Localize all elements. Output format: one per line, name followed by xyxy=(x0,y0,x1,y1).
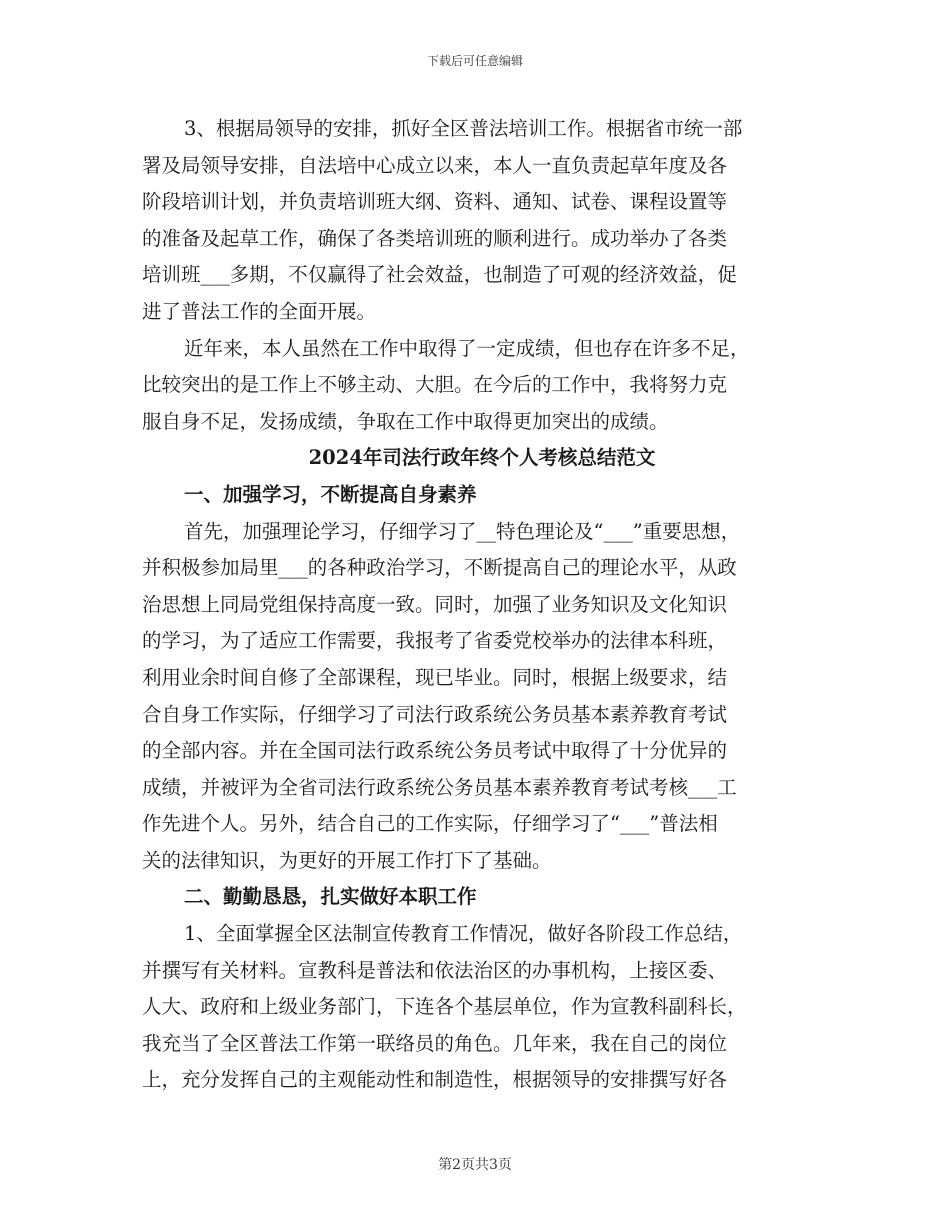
paragraph-line: 的全部内容。并在全国司法行政系统公务员考试中取得了十分优异的 xyxy=(142,739,728,763)
paragraph-study xyxy=(142,514,822,880)
paragraph-line: 首先，加强理论学习，仔细学习了__特色理论及“___”重要思想， xyxy=(184,519,741,543)
paragraph-line: 人大、政府和上级业务部门，下连各个基层单位，作为宣教科副科长， xyxy=(142,995,747,1019)
paragraph-line: 并积极参加局里___的各种政治学习，不断提高自己的理论水平，从政 xyxy=(142,556,737,580)
paragraph-line: 1、全面掌握全区法制宣传教育工作情况，做好各阶段工作总结， xyxy=(184,922,743,946)
document-body xyxy=(142,111,822,1099)
paragraph-line: 比较突出的是工作上不够主动、大胆。在今后的工作中，我将努力克 xyxy=(142,373,728,397)
paragraph-line: 成绩，并被评为全省司法行政系统公务员基本素养教育考试考核___工 xyxy=(142,775,737,799)
document-title: 2024年司法行政年终个人考核总结范文 xyxy=(308,446,656,470)
paragraph-line: 作先进个人。另外，结合自己的工作实际，仔细学习了“___”普法相 xyxy=(142,812,718,836)
page-header: 下载后可任意编辑 xyxy=(426,54,523,68)
paragraph-line: 并撰写有关材料。宣教科是普法和依法治区的办事机构，上接区委、 xyxy=(142,958,728,982)
paragraph-line: 培训班___多期，不仅赢得了社会效益，也制造了可观的经济效益，促 xyxy=(142,263,737,287)
paragraph-line: 近年来，本人虽然在工作中取得了一定成绩，但也存在许多不足， xyxy=(184,336,750,360)
paragraph-training xyxy=(142,111,822,331)
section-heading-work: 二、勤勤恳恳，扎实做好本职工作 xyxy=(184,885,477,909)
section-heading-study: 一、加强学习，不断提高自身素养 xyxy=(184,482,477,506)
paragraph-line: 的准备及起草工作，确保了各类培训班的顺利进行。成功举办了各类 xyxy=(142,226,728,250)
paragraph-line: 合自身工作实际，仔细学习了司法行政系统公务员基本素养教育考试 xyxy=(142,702,728,726)
paragraph-line: 阶段培训计划，并负责培训班大纲、资料、通知、试卷、课程设置等 xyxy=(142,190,728,214)
paragraph-line: 的学习，为了适应工作需要，我报考了省委党校举办的法律本科班， xyxy=(142,629,728,653)
page-number: 第2页共3页 xyxy=(438,1157,512,1173)
paragraph-line: 上，充分发挥自己的主观能动性和制造性，根据领导的安排撰写好各 xyxy=(142,1068,728,1092)
paragraph-line: 3、根据局领导的安排，抓好全区普法培训工作。根据省市统一部 xyxy=(184,117,743,140)
paragraph-work xyxy=(142,916,822,1099)
paragraph-line: 署及局领导安排，自法培中心成立以来，本人一直负责起草年度及各 xyxy=(142,153,728,177)
paragraph-line: 利用业余时间自修了全部课程，现已毕业。同时，根据上级要求，结 xyxy=(142,665,728,689)
paragraph-shortcomings xyxy=(142,331,822,441)
paragraph-line: 关的法律知识，为更好的开展工作打下了基础。 xyxy=(142,848,552,872)
paragraph-line: 进了普法工作的全面开展。 xyxy=(142,299,377,323)
paragraph-line: 我充当了全区普法工作第一联络员的角色。几年来，我在自己的岗位 xyxy=(142,1031,728,1055)
paragraph-line: 治思想上同局党组保持高度一致。同时，加强了业务知识及文化知识 xyxy=(142,592,728,616)
paragraph-line: 服自身不足，发扬成绩，争取在工作中取得更加突出的成绩。 xyxy=(142,409,669,433)
